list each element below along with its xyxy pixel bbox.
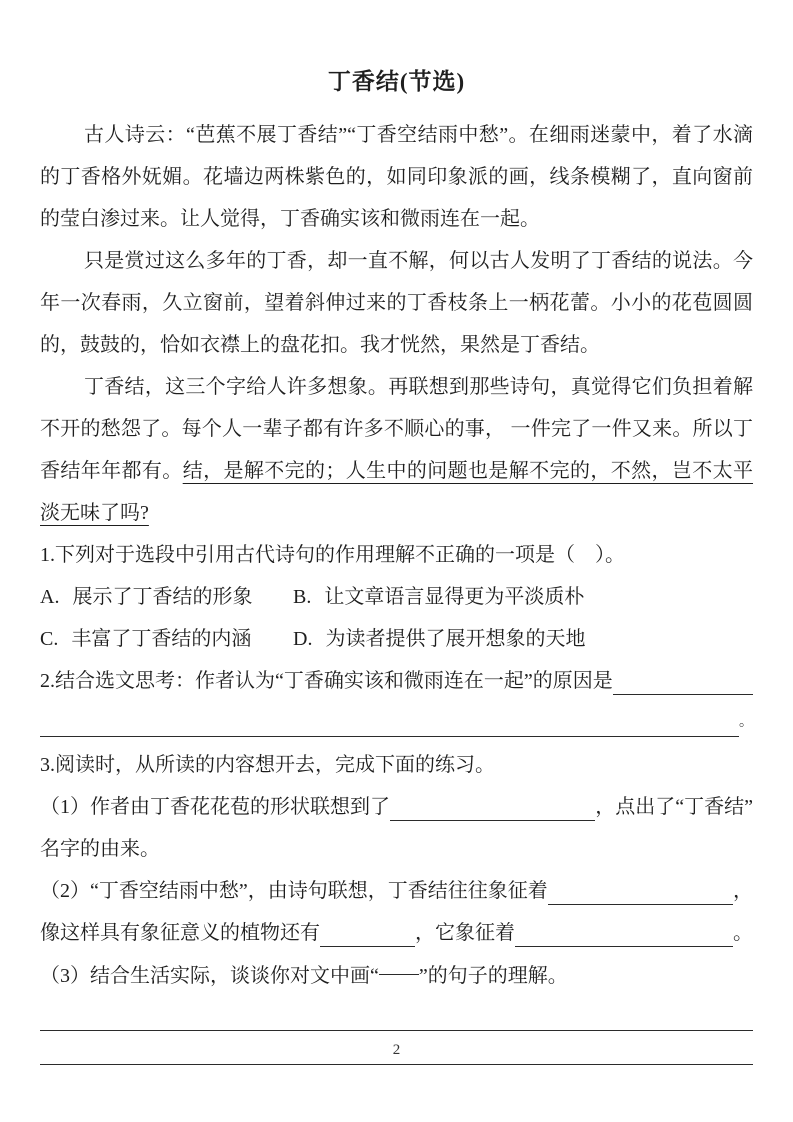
option-b-text: 让文章语言显得更为平淡质朴 xyxy=(324,586,585,608)
worksheet-content xyxy=(40,62,753,1065)
question-2-answer-blank-line-2 xyxy=(40,706,739,737)
question-3-sub-3-tail: ”的句子的理解。 xyxy=(418,965,568,987)
question-3-sub-3-text: （3）结合生活实际，谈谈你对文中画“ xyxy=(40,965,379,987)
passage-paragraph-2: 只是赏过这么多年的丁香，却一直不解，何以古人发明了丁香结的说法。今年一次春雨，久立窗前，望着斜伸过来的丁香枝条上一柄花蕾。小小的花苞圆圆的，鼓鼓的，恰如衣襟上的盘花扣。我才恍然，果然是丁香结。 xyxy=(40,250,753,356)
question-3-sub-1-line-2: 名字的由来。 xyxy=(40,838,160,860)
question-2-answer-line-row xyxy=(40,702,753,744)
page-number: 2 xyxy=(392,1042,401,1058)
question-3-sub-2-blank xyxy=(548,874,733,905)
option-c xyxy=(40,618,288,660)
question-2-answer-blank xyxy=(613,664,753,695)
option-a-text: 展示了丁香结的形象 xyxy=(72,586,253,608)
question-2-stem-row xyxy=(40,660,753,702)
option-d-label: D. xyxy=(293,628,313,650)
option-c-text: 丰富了丁香结的内涵 xyxy=(71,628,252,650)
question-3-sub-1-blank xyxy=(390,790,595,821)
passage-paragraph-1: 古人诗云：“芭蕉不展丁香结”“丁香空结雨中愁”。在细雨迷蒙中，着了水滴的丁香格外妩媚。花墙边两株紫色的，如同印象派的画，线条模糊了，直向窗前的莹白渗过来。让人觉得，丁香确实该和微雨连在一起。 xyxy=(40,124,753,230)
question-2-line-end-period: 。 xyxy=(739,715,753,730)
option-d-text: 为读者提供了展开想象的天地 xyxy=(325,628,586,650)
passage-underlined-sentence: 结，是解不完的；人生中的问题也是解不完的，不然，岂不太平淡无味了吗? xyxy=(40,460,754,524)
question-3-sub-1-row xyxy=(40,786,753,828)
question-3-sub-1-text: （1）作者由丁香花花苞的形状联想到了 xyxy=(40,796,390,818)
question-3-sub-2-row xyxy=(40,870,753,912)
option-d xyxy=(293,628,585,650)
question-3-sub-2-line-2-text-b: ，它象征着 xyxy=(415,922,515,944)
question-1-stem: 1.下列对于选段中引用古代诗句的作用理解不正确的一项是（ ）。 xyxy=(40,544,625,566)
question-3-sub-3-row xyxy=(40,954,753,997)
passage-paragraph-3 xyxy=(40,366,753,534)
option-b-label: B. xyxy=(293,586,312,608)
option-a xyxy=(40,576,288,618)
question-3-sub-3-inline-blank xyxy=(379,954,419,975)
question-3-sub-2-tail: ， xyxy=(733,880,753,902)
question-3-sub-2-line-2-blank-1 xyxy=(320,916,415,947)
question-3-stem: 3.阅读时，从所读的内容想开去，完成下面的练习。 xyxy=(40,754,495,776)
question-3-sub-1-tail: ，点出了“丁香结” xyxy=(595,796,753,818)
option-a-label: A. xyxy=(40,586,60,608)
question-1-options-row-1 xyxy=(40,576,753,618)
question-3-sub-2-line-2-blank-2 xyxy=(515,916,733,947)
question-3-sub-2-line-2-period: 。 xyxy=(733,922,753,944)
question-2-stem: 2.结合选文思考：作者认为“丁香确实该和微雨连在一起”的原因是 xyxy=(40,670,613,692)
question-3-sub-2-text: （2）“丁香空结雨中愁”，由诗句联想，丁香结往往象征着 xyxy=(40,880,548,902)
option-b xyxy=(293,586,584,608)
question-3-sub-2-line-2-row xyxy=(40,912,753,954)
question-3-sub-2-line-2-text-a: 像这样具有象征意义的植物还有 xyxy=(40,922,320,944)
page-title: 丁香结(节选) xyxy=(327,69,466,94)
question-1-options-row-2 xyxy=(40,618,753,660)
passage-paragraph-3-text: 丁香结，这三个字给人许多想象。再联想到那些诗句，真觉得它们负担着解不开的愁怨了。每个人一辈子都有许多不顺心的事， 一件完了一件又来。所以丁香结年年都有。 xyxy=(40,376,753,482)
answer-line-1 xyxy=(40,997,753,1031)
option-c-label: C. xyxy=(40,628,59,650)
